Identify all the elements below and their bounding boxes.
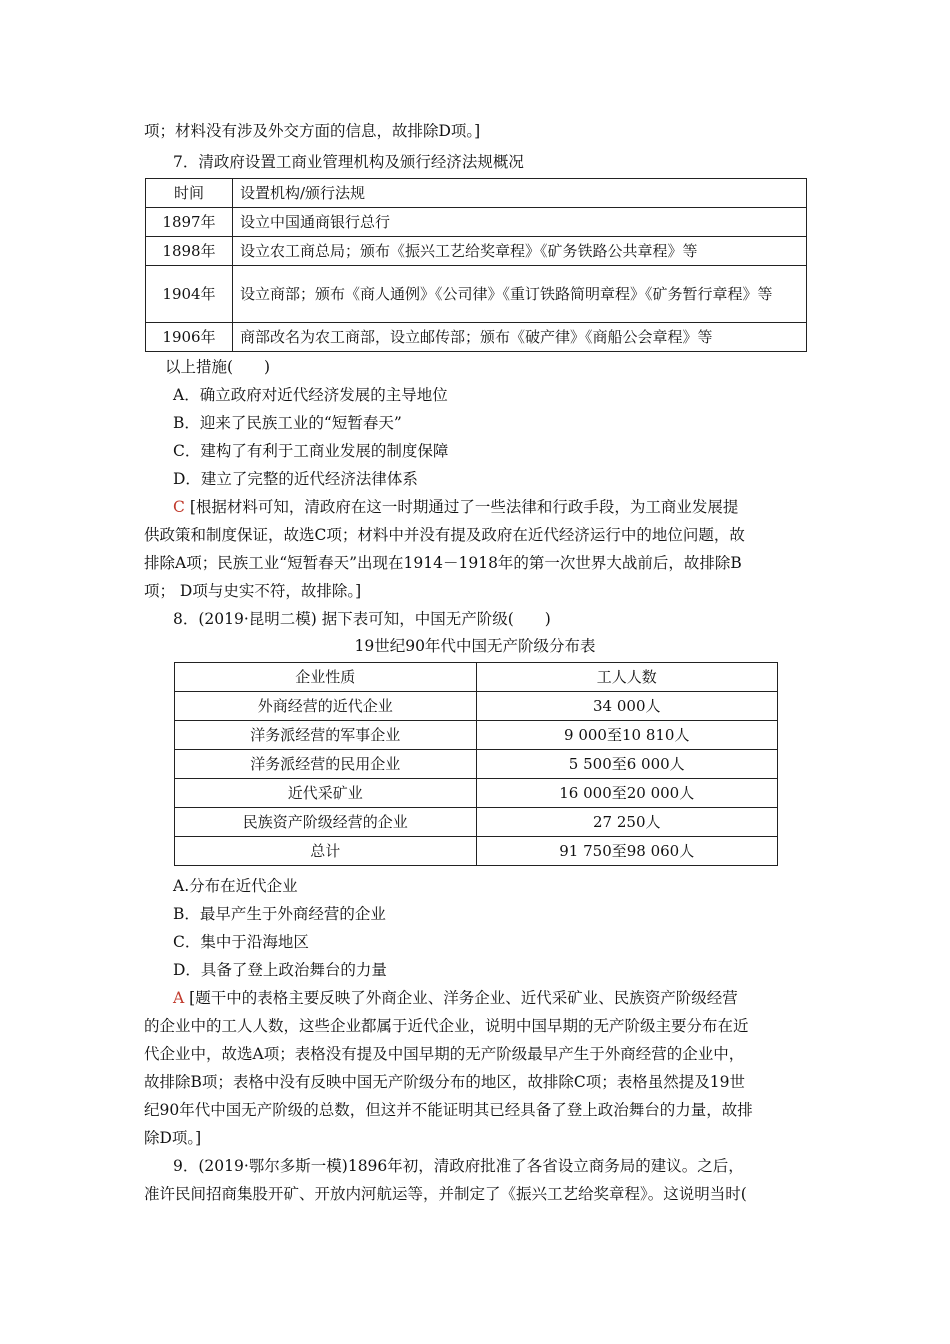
table-cell: 1906年 <box>146 323 233 352</box>
table-row <box>146 237 807 266</box>
table-cell: 设立中国通商银行总行 <box>233 208 807 237</box>
table-cell: 16 000至20 000人 <box>476 779 778 808</box>
table-cell: 洋务派经营的民用企业 <box>175 750 477 779</box>
q8-table-title: 19世纪90年代中国无产阶级分布表 <box>354 637 596 655</box>
q8-option-c: C．集中于沿海地区 <box>173 933 309 951</box>
q8-explanation-line <box>173 988 813 1008</box>
q8-explanation-text: [题干中的表格主要反映了外商企业、洋务企业、近代采矿业、民族资产阶级经营 <box>189 989 738 1007</box>
q8-explanation-line: 代企业中，故选A项；表格没有提及中国早期的无产阶级最早产生于外商经营的企业中， <box>144 1045 745 1063</box>
table-cell: 91 750至98 060人 <box>476 837 778 866</box>
q9-stem-line: 准许民间招商集股开矿、开放内河航运等，并制定了《振兴工艺给奖章程》。这说明当时( <box>144 1185 747 1203</box>
q7-explanation-line: 排除A项；民族工业“短暂春天”出现在1914－1918年的第一次世界大战前后，故排除B <box>144 554 742 572</box>
table-cell: 总计 <box>175 837 477 866</box>
table-row <box>175 692 778 721</box>
q8-option-b: B．最早产生于外商经营的企业 <box>173 905 386 923</box>
table-row <box>175 808 778 837</box>
q8-explanation-line: 的企业中的工人人数，这些企业都属于近代企业，说明中国早期的无产阶级主要分布在近 <box>144 1017 749 1035</box>
q9-stem-line: 9．(2019·鄂尔多斯一模)1896年初，清政府批准了各省设立商务局的建议。之后， <box>173 1157 744 1175</box>
table-header-cell: 工人人数 <box>476 663 778 692</box>
q7-explanation-text: [根据材料可知，清政府在这一时期通过了一些法律和行政手段，为工商业发展提 <box>189 498 739 516</box>
q7-option-b: B．迎来了民族工业的“短暂春天” <box>173 414 402 432</box>
q7-option-c: C．建构了有利于工商业发展的制度保障 <box>173 442 449 460</box>
table-cell: 9 000至10 810人 <box>476 721 778 750</box>
q8-explanation-line: 纪90年代中国无产阶级的总数，但这并不能证明其已经具备了登上政治舞台的力量，故排 <box>144 1101 753 1119</box>
q8-option-d: D．具备了登上政治舞台的力量 <box>173 961 387 979</box>
q7-table <box>145 178 807 352</box>
q7-stem: 7．清政府设置工商业管理机构及颁行经济法规概况 <box>173 153 524 171</box>
q8-option-a: A.分布在近代企业 <box>173 877 298 895</box>
q7-answer-letter: C <box>173 498 185 516</box>
table-row <box>146 208 807 237</box>
q7-explanation-line <box>173 497 813 517</box>
table-row <box>175 721 778 750</box>
table-header-cell: 时间 <box>146 179 233 208</box>
table-header-cell: 设置机构/颁行法规 <box>233 179 807 208</box>
table-header-row <box>146 179 807 208</box>
table-cell: 1897年 <box>146 208 233 237</box>
table-row <box>146 323 807 352</box>
q7-explanation-line: 项； D项与史实不符，故排除。] <box>144 582 362 600</box>
table-cell: 商部改名为农工商部，设立邮传部；颁布《破产律》《商船公会章程》等 <box>233 323 807 352</box>
table-header-cell: 企业性质 <box>175 663 477 692</box>
table-row <box>146 266 807 323</box>
table-cell: 设立农工商总局；颁布《振兴工艺给奖章程》《矿务铁路公共章程》等 <box>233 237 807 266</box>
table-row <box>175 750 778 779</box>
q8-explanation-line: 故排除B项；表格中没有反映中国无产阶级分布的地区，故排除C项；表格虽然提及19世 <box>144 1073 745 1091</box>
table-cell: 5 500至6 000人 <box>476 750 778 779</box>
table-cell: 外商经营的近代企业 <box>175 692 477 721</box>
previous-explanation-end: 项；材料没有涉及外交方面的信息，故排除D项。] <box>144 122 481 140</box>
table-cell: 34 000人 <box>476 692 778 721</box>
table-cell: 27 250人 <box>476 808 778 837</box>
table-cell: 近代采矿业 <box>175 779 477 808</box>
q7-after-table: 以上措施( ) <box>165 358 271 376</box>
table-header-row <box>175 663 778 692</box>
q7-option-d: D．建立了完整的近代经济法律体系 <box>173 470 418 488</box>
table-cell: 洋务派经营的军事企业 <box>175 721 477 750</box>
table-cell: 民族资产阶级经营的企业 <box>175 808 477 837</box>
table-cell: 1898年 <box>146 237 233 266</box>
q8-table <box>174 662 778 866</box>
q8-stem: 8．(2019·昆明二模) 据下表可知，中国无产阶级( ) <box>173 610 551 628</box>
table-cell: 设立商部；颁布《商人通例》《公司律》《重订铁路简明章程》《矿务暂行章程》等 <box>233 266 807 323</box>
q7-explanation-line: 供政策和制度保证，故选C项；材料中并没有提及政府在近代经济运行中的地位问题，故 <box>144 526 745 544</box>
table-row <box>175 779 778 808</box>
q8-explanation-line: 除D项。] <box>144 1129 202 1147</box>
q7-option-a: A．确立政府对近代经济发展的主导地位 <box>173 386 448 404</box>
table-row <box>175 837 778 866</box>
table-cell: 1904年 <box>146 266 233 323</box>
q8-answer-letter: A <box>173 989 185 1007</box>
